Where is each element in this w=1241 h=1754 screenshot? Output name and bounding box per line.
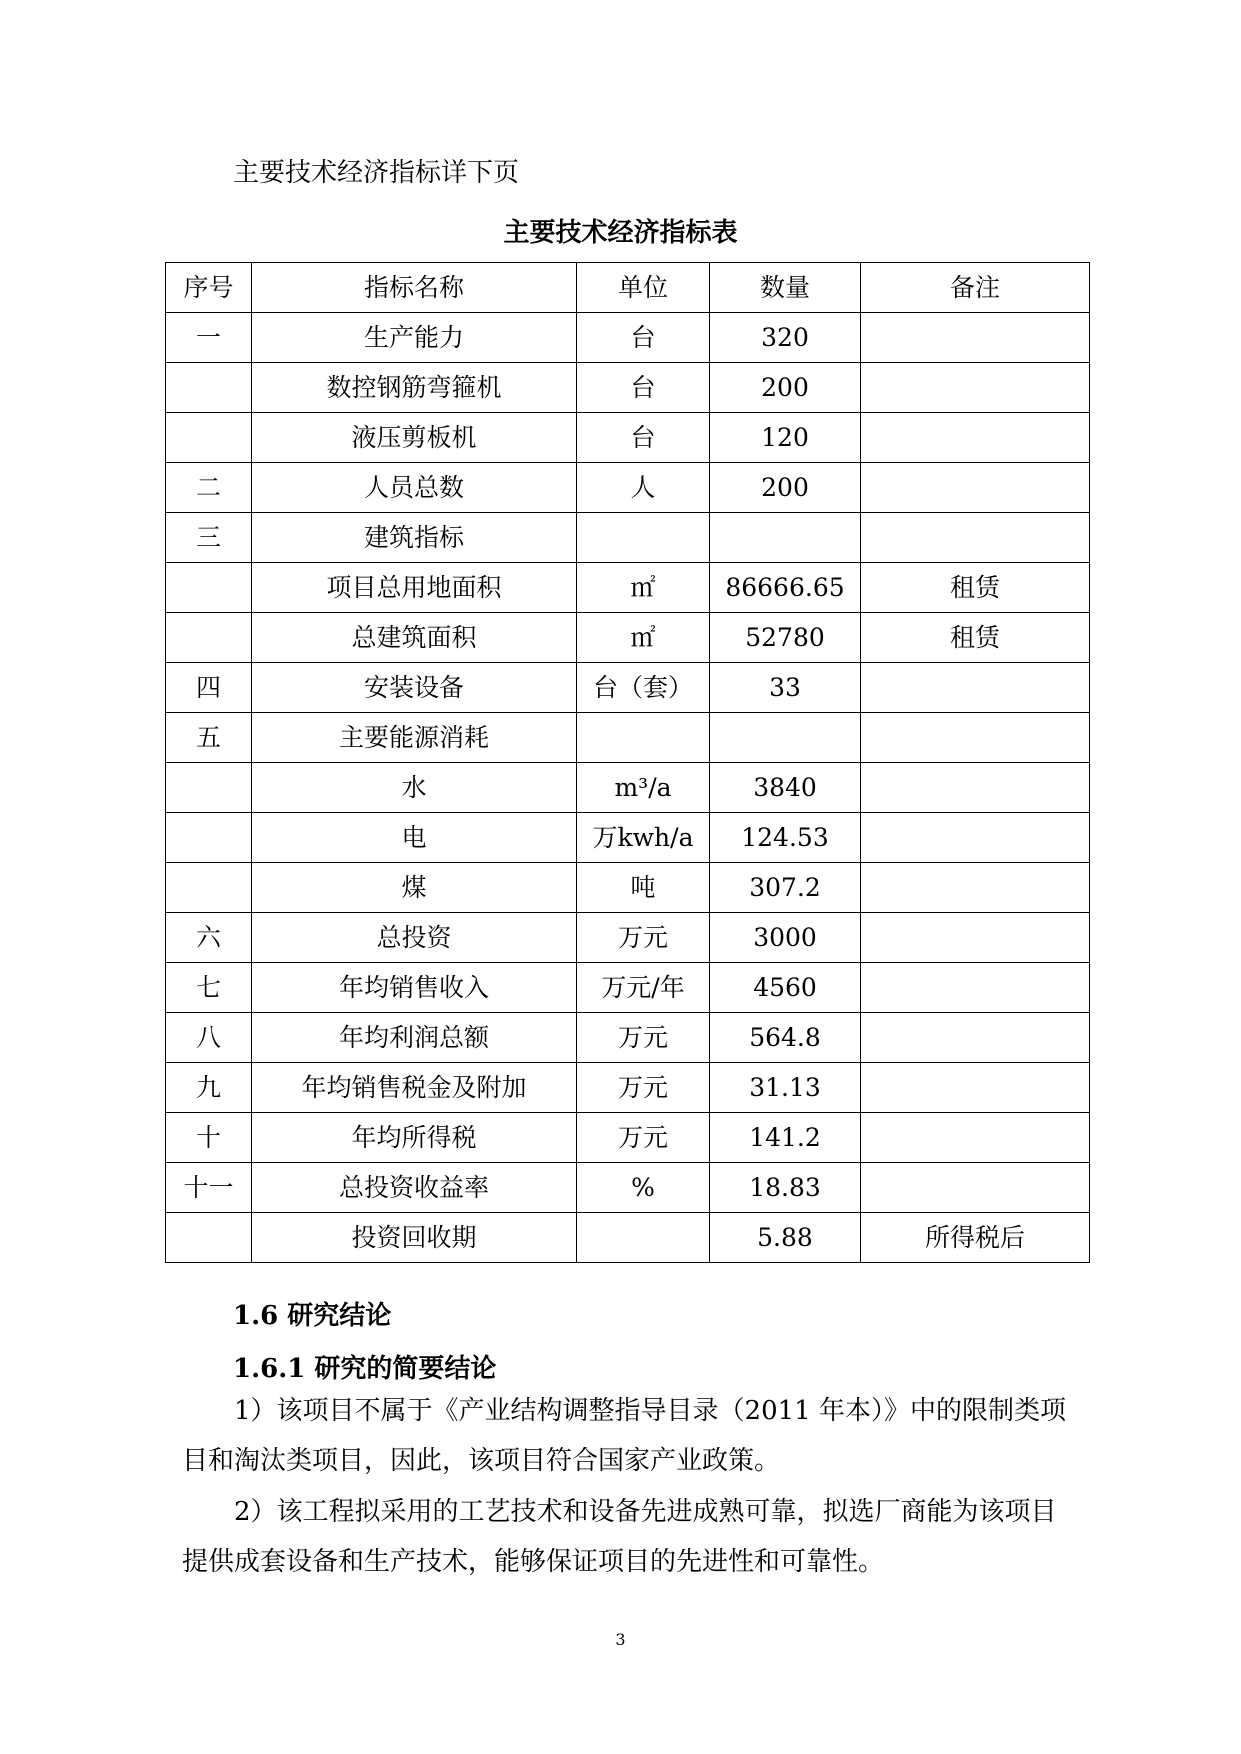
row-remark	[861, 913, 1090, 963]
table-row	[166, 663, 1090, 713]
table-row	[166, 413, 1090, 463]
row-name: 项目总用地面积	[252, 563, 577, 613]
row-index: 八	[166, 1013, 252, 1063]
row-name: 年均销售税金及附加	[252, 1063, 577, 1113]
row-remark	[861, 963, 1090, 1013]
intro-text: 主要技术经济指标详下页	[233, 158, 520, 188]
row-quantity: 33	[710, 663, 861, 713]
row-remark	[861, 313, 1090, 363]
row-unit: 人	[577, 463, 710, 513]
row-index	[166, 363, 252, 413]
row-index: 一	[166, 313, 252, 363]
row-quantity	[710, 513, 861, 563]
row-quantity: 31.13	[710, 1063, 861, 1113]
row-quantity: 3840	[710, 763, 861, 813]
row-unit	[577, 513, 710, 563]
row-remark: 租赁	[861, 563, 1090, 613]
row-index: 三	[166, 513, 252, 563]
row-unit	[577, 1213, 710, 1263]
row-name: 年均销售收入	[252, 963, 577, 1013]
row-index: 五	[166, 713, 252, 763]
table-row	[166, 713, 1090, 763]
row-quantity: 18.83	[710, 1163, 861, 1213]
row-index: 四	[166, 663, 252, 713]
row-remark	[861, 1013, 1090, 1063]
indicator-table	[165, 262, 1090, 1263]
row-unit: 吨	[577, 863, 710, 913]
row-quantity: 120	[710, 413, 861, 463]
table-row	[166, 763, 1090, 813]
row-unit: 台	[577, 313, 710, 363]
row-unit: 万元	[577, 1113, 710, 1163]
table-row	[166, 1213, 1090, 1263]
row-remark	[861, 1063, 1090, 1113]
row-remark	[861, 663, 1090, 713]
row-unit: 万元	[577, 913, 710, 963]
row-index: 九	[166, 1063, 252, 1113]
table-row	[166, 863, 1090, 913]
header-name: 指标名称	[252, 263, 577, 313]
row-index: 二	[166, 463, 252, 513]
row-unit: ㎡	[577, 563, 710, 613]
table-row	[166, 1013, 1090, 1063]
row-unit: %	[577, 1163, 710, 1213]
row-remark	[861, 363, 1090, 413]
row-unit: 台（套）	[577, 663, 710, 713]
row-quantity: 5.88	[710, 1213, 861, 1263]
row-quantity: 307.2	[710, 863, 861, 913]
table-row	[166, 463, 1090, 513]
row-name: 电	[252, 813, 577, 863]
row-index: 十一	[166, 1163, 252, 1213]
row-name: 年均所得税	[252, 1113, 577, 1163]
table-row	[166, 1063, 1090, 1113]
table-row	[166, 913, 1090, 963]
table-row	[166, 563, 1090, 613]
section-heading: 1.6 研究结论	[233, 1301, 392, 1331]
table-row	[166, 813, 1090, 863]
row-quantity: 141.2	[710, 1113, 861, 1163]
row-name: 主要能源消耗	[252, 713, 577, 763]
row-quantity: 86666.65	[710, 563, 861, 613]
row-name: 年均利润总额	[252, 1013, 577, 1063]
row-name: 投资回收期	[252, 1213, 577, 1263]
row-index	[166, 563, 252, 613]
row-name: 安装设备	[252, 663, 577, 713]
table-row	[166, 313, 1090, 363]
header-remark: 备注	[861, 263, 1090, 313]
row-quantity: 564.8	[710, 1013, 861, 1063]
row-remark	[861, 863, 1090, 913]
row-quantity: 3000	[710, 913, 861, 963]
row-index	[166, 413, 252, 463]
subsection-heading: 1.6.1 研究的简要结论	[233, 1354, 497, 1384]
row-index	[166, 613, 252, 663]
row-unit: 台	[577, 363, 710, 413]
row-unit: 万kwh/a	[577, 813, 710, 863]
table-row	[166, 963, 1090, 1013]
table-row	[166, 1113, 1090, 1163]
row-index	[166, 863, 252, 913]
row-remark	[861, 1113, 1090, 1163]
row-index: 六	[166, 913, 252, 963]
row-remark	[861, 413, 1090, 463]
row-name: 水	[252, 763, 577, 813]
header-unit: 单位	[577, 263, 710, 313]
page-number: 3	[615, 1630, 626, 1649]
header-quantity: 数量	[710, 263, 861, 313]
row-name: 液压剪板机	[252, 413, 577, 463]
row-remark	[861, 463, 1090, 513]
row-quantity: 320	[710, 313, 861, 363]
row-remark	[861, 1163, 1090, 1213]
row-quantity: 200	[710, 463, 861, 513]
row-index	[166, 1213, 252, 1263]
row-index: 七	[166, 963, 252, 1013]
row-name: 总建筑面积	[252, 613, 577, 663]
row-unit: 万元	[577, 1013, 710, 1063]
row-index: 十	[166, 1113, 252, 1163]
table-row	[166, 1163, 1090, 1213]
row-remark	[861, 713, 1090, 763]
header-index: 序号	[166, 263, 252, 313]
row-quantity: 124.53	[710, 813, 861, 863]
row-unit: 万元	[577, 1063, 710, 1113]
row-name: 总投资收益率	[252, 1163, 577, 1213]
table-title: 主要技术经济指标表	[503, 218, 738, 248]
row-name: 数控钢筋弯箍机	[252, 363, 577, 413]
conclusion-paragraph-2: 2）该工程拟采用的工艺技术和设备先进成熟可靠，拟选厂商能为该项目提供成套设备和生产技术，能够保证项目的先进性和可靠性。	[182, 1497, 1057, 1577]
table-row	[166, 513, 1090, 563]
row-name: 建筑指标	[252, 513, 577, 563]
conclusion-paragraph-1: 1）该项目不属于《产业结构调整指导目录（2011 年本）》中的限制类项目和淘汰类项目，因此，该项目符合国家产业政策。	[182, 1396, 1066, 1476]
table-header-row	[166, 263, 1090, 313]
row-index	[166, 763, 252, 813]
table-row	[166, 613, 1090, 663]
row-name: 人员总数	[252, 463, 577, 513]
row-unit: 万元/年	[577, 963, 710, 1013]
row-remark: 所得税后	[861, 1213, 1090, 1263]
row-quantity: 4560	[710, 963, 861, 1013]
table-row	[166, 363, 1090, 413]
row-index	[166, 813, 252, 863]
row-remark: 租赁	[861, 613, 1090, 663]
row-remark	[861, 813, 1090, 863]
row-quantity: 200	[710, 363, 861, 413]
row-remark	[861, 513, 1090, 563]
row-remark	[861, 763, 1090, 813]
row-name: 煤	[252, 863, 577, 913]
row-name: 生产能力	[252, 313, 577, 363]
row-unit	[577, 713, 710, 763]
row-unit: m³/a	[577, 763, 710, 813]
row-name: 总投资	[252, 913, 577, 963]
row-unit: 台	[577, 413, 710, 463]
row-quantity	[710, 713, 861, 763]
row-quantity: 52780	[710, 613, 861, 663]
row-unit: ㎡	[577, 613, 710, 663]
